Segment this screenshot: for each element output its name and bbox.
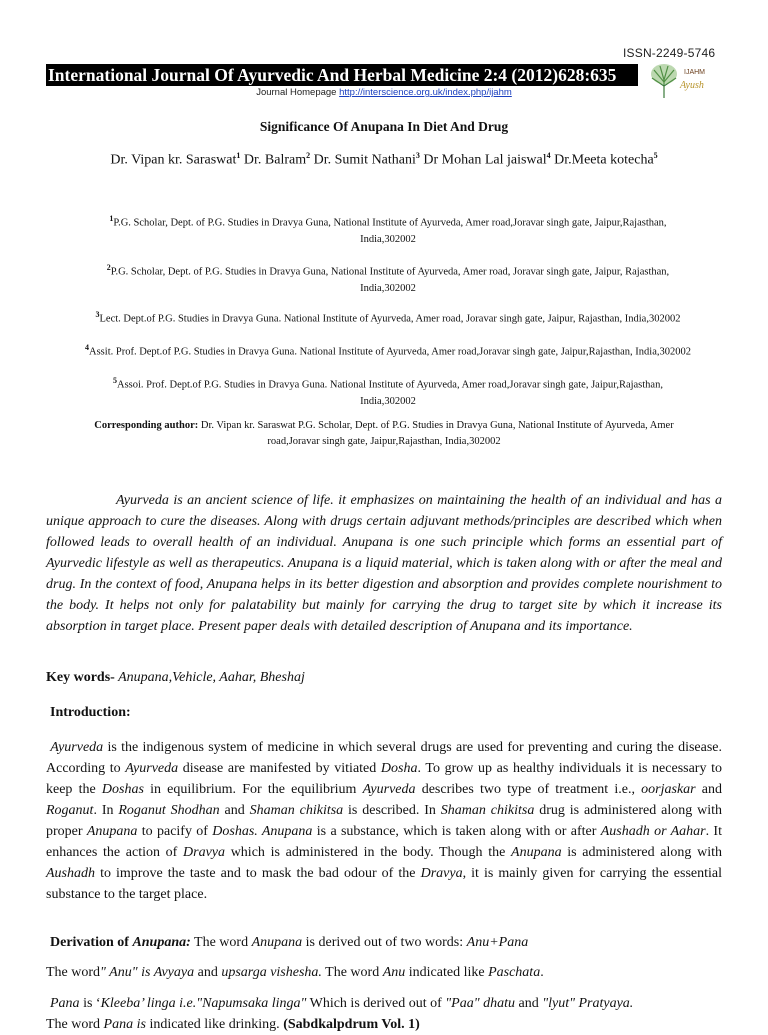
affil-line2: India,302002	[360, 282, 416, 294]
affil-sup: 2	[106, 263, 111, 272]
issn-number: ISSN-2249-5746	[623, 46, 716, 60]
affil-line1: Lect. Dept.of P.G. Studies in Dravya Guna. National Institute of Ayurveda, Amer road, Joravar singh gate, Jaipur, Rajasthan, India,302002	[99, 313, 681, 325]
author-name: Dr. Vipan kr. Saraswat	[110, 152, 237, 168]
pana-meaning: The word Pana is indicated like drinking. (Sabdkalpdrum Vol. 1)	[46, 1017, 420, 1032]
author-name: Dr. Sumit Nathani	[313, 152, 416, 168]
anu-definition: The word" Anu" is Avyaya and upsarga vishesha. The word Anu indicated like Paschata.	[46, 965, 544, 980]
corresponding-author	[46, 418, 722, 450]
pana-definition: Pana is ‘Kleeba’ linga i.e."Napumsaka linga" Which is derived out of "Paa" dhatu and "lyut" Pratyaya.	[50, 996, 634, 1011]
affil-sup: 1	[109, 214, 114, 223]
logo-text-bottom: Ayush	[680, 80, 704, 91]
introduction-paragraph: Ayurveda is the indigenous system of medicine in which several drugs are used for preventing and curing the disease. According to Ayurveda disease are manifested by vitiated Dosha. To grow up as healthy individuals it is necessary to keep the Doshas in equilibrium. For the equilibrium Ayurveda describes two type of treatment i.e., oorjaskar and Roganut. In Roganut Shodhan and Shaman chikitsa is described. In Shaman chikitsa drug is administered along with proper Anupana to pacify of Doshas. Anupana is a substance, which is taken along with or after Aushadh or Aahar. It enhances the action of Dravya which is administered in the body. Though the Anupana is administered along with Aushadh to improve the taste and to mask the bad odour of the Dravya, it is mainly given for carrying the essential substance to the target place.	[46, 740, 723, 902]
author-name: Dr Mohan Lal jaiswal	[423, 152, 547, 168]
affiliation-5	[58, 373, 718, 410]
abstract	[46, 490, 722, 637]
journal-homepage	[0, 87, 768, 98]
keywords-text: Anupana,Vehicle, Aahar, Bheshaj	[114, 670, 305, 685]
affiliation-4	[40, 340, 736, 361]
affil-sup: 5	[113, 376, 117, 385]
keywords-label: Key words-	[46, 670, 115, 685]
homepage-label: Journal Homepage	[256, 87, 337, 98]
affil-line2: India,302002	[360, 395, 416, 407]
corresponding-line2: road,Joravar singh gate, Jaipur,Rajasthan, India,302002	[267, 436, 501, 447]
affil-sup: 3	[95, 310, 100, 319]
affiliation-2	[58, 260, 718, 297]
author-sup: 2	[306, 151, 311, 160]
paper-title: Significance Of Anupana In Diet And Drug	[259, 119, 509, 134]
logo-text-top: IJAHM	[684, 69, 705, 76]
author-list	[0, 151, 768, 169]
author-sup: 1	[236, 151, 241, 160]
affil-sup: 4	[85, 343, 90, 352]
affiliation-1	[58, 211, 718, 248]
journal-title-bar: International Journal Of Ayurvedic And Herbal Medicine 2:4 (2012)628:635	[46, 64, 638, 86]
author-name: Dr.Meeta kotecha	[554, 152, 654, 168]
author-sup: 3	[415, 151, 420, 160]
corresponding-line1: Dr. Vipan kr. Saraswat P.G. Scholar, Dept. of P.G. Studies in Dravya Guna, National Institute of Ayurveda, Amer	[198, 420, 674, 431]
corresponding-label: Corresponding author:	[94, 420, 199, 431]
affil-line1: Assoi. Prof. Dept.of P.G. Studies in Dravya Guna. National Institute of Ayurveda, Amer road,Joravar singh gate, Jaipur,Rajasthan,	[117, 379, 663, 391]
introduction-heading: Introduction:	[50, 705, 131, 720]
affil-line1: Assit. Prof. Dept.of P.G. Studies in Dravya Guna. National Institute of Ayurveda, Amer road,Joravar singh gate, Jaipur,Rajasthan, India,302002	[89, 346, 691, 358]
homepage-link[interactable]: http://interscience.org.uk/index.php/ijahm	[339, 87, 512, 98]
author-sup: 4	[546, 151, 551, 160]
author-name: Dr. Balram	[243, 152, 307, 168]
affil-line1: P.G. Scholar, Dept. of P.G. Studies in Dravya Guna, National Institute of Ayurveda, Amer road, Joravar singh gate, Jaipur, Rajasthan,	[110, 266, 670, 278]
affil-line1: P.G. Scholar, Dept. of P.G. Studies in Dravya Guna, National Institute of Ayurveda, Amer road,Joravar singh gate, Jaipur,Rajasthan,	[113, 217, 667, 229]
keywords	[46, 667, 722, 688]
affil-line2: India,302002	[360, 233, 416, 245]
abstract-text: Ayurveda is an ancient science of life. it emphasizes on maintaining the health of an individual and has a unique approach to cure the diseases. Along with drugs certain adjuvant methods/principles are described which when followed leads to overall health of an individual. Anupana is one such principle which forms an essential part of Ayurvedic lifestyle as well as therapeutics. Anupana is a liquid material, which is taken along with or after the meal and drug. In the context of food, Anupana helps in its better digestion and absorption and provides complete nourishment to the body. It helps not only for palatability but mainly for carrying the drug to target site by which it increase its absorption in target place. Present paper deals with detailed description of Anupana and its importance.	[46, 493, 722, 634]
affiliation-3	[50, 307, 726, 328]
author-sup: 5	[653, 151, 658, 160]
derivation-line: Derivation of Anupana: The word Anupana is derived out of two words: Anu+Pana	[50, 935, 529, 950]
